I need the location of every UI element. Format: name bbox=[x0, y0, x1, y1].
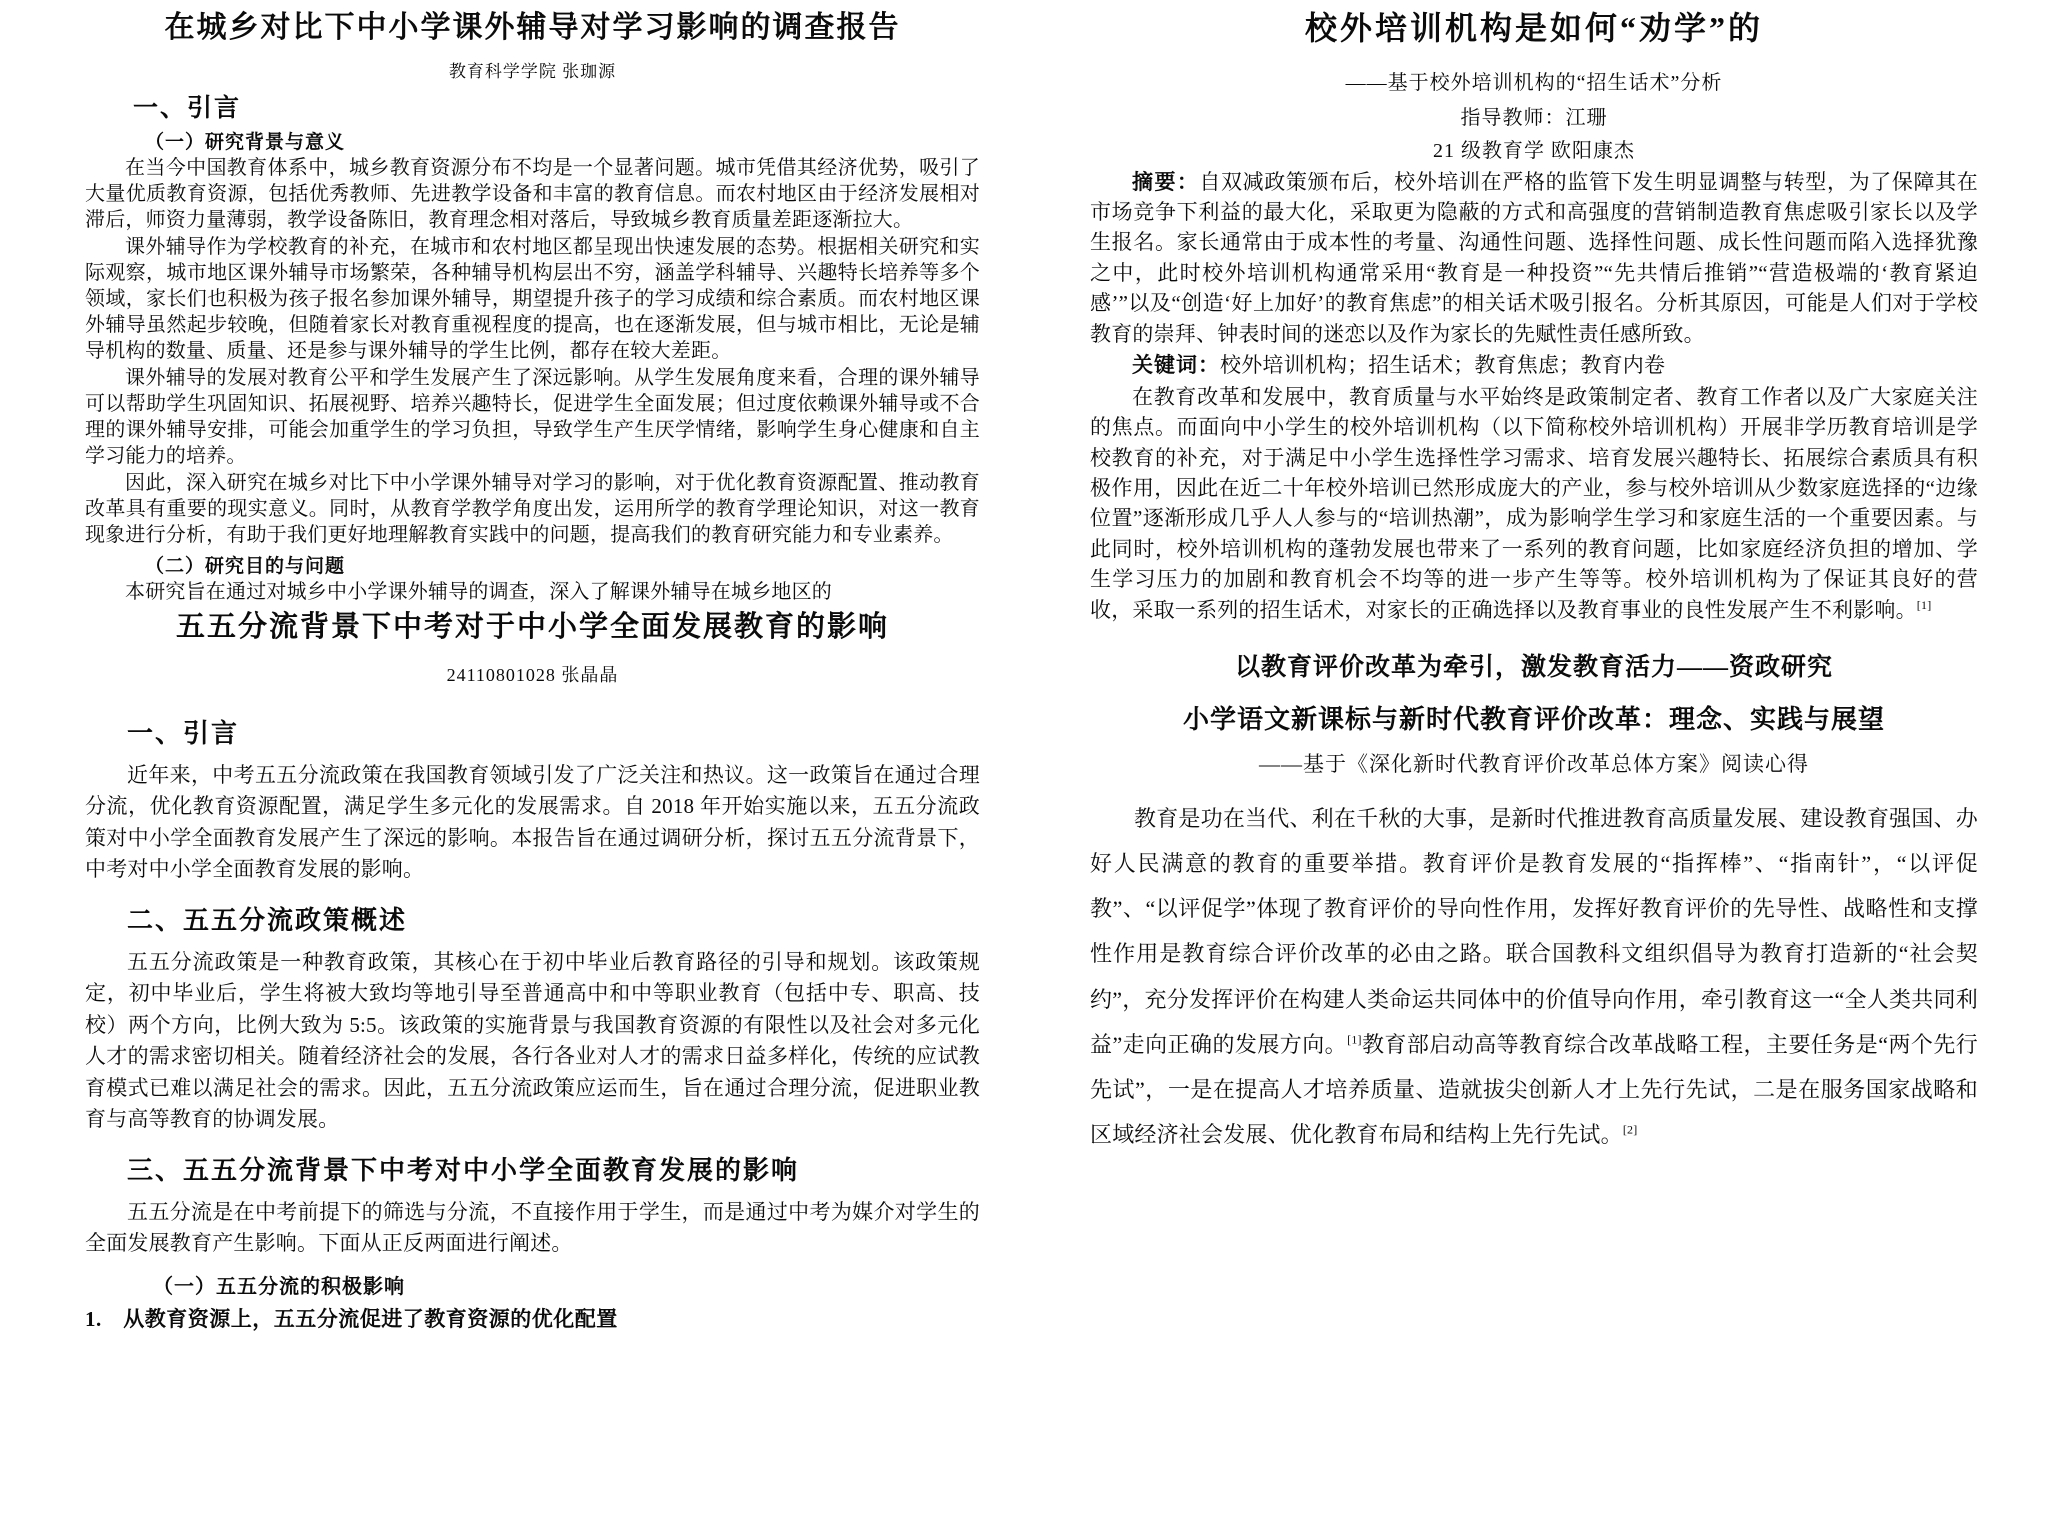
right-column bbox=[1020, 0, 2048, 1536]
doc2-paragraph-2: 五五分流政策是一种教育政策，其核心在于初中毕业后教育路径的引导和规划。该政策规定，初中毕业后，学生将被大致均等地引导至普通高中和中等职业教育（包括中专、职高、技校）两个方向，比例大致为 5:5。该政策的实施背景与我国教育资源的有限性以及社会对多元化人才的需求密切相关。随着经济社会的发展，各行各业对人才的需求日益多样化，传统的应试教育模式已难以满足社会的需求。因此，五五分流政策应运而生，旨在通过合理分流，促进职业教育与高等教育的协调发展。 bbox=[85, 949, 980, 1132]
doc3-author: 21 级教育学 欧阳康杰 bbox=[1433, 139, 1635, 162]
doc1-title: 在城乡对比下中小学课外辅导对学习影响的调查报告 bbox=[164, 11, 901, 44]
doc3-keywords bbox=[1090, 350, 1978, 380]
doc4-reference-2: [2] bbox=[1622, 1122, 1638, 1137]
doc4-paragraph-1-part1: 教育是功在当代、利在千秋的大事，是新时代推进教育高质量发展、建设教育强国、办好人民满意的教育的重要举措。教育评价是教育发展的“指挥棒”、“指南针”，“以评促教”、“以评促学”体现了教育评价的导向性作用，发挥好教育评价的先导性、战略性和支撑性作用是教育综合评价改革的必由之路。联合国教科文组织倡导为教育打造新的“社会契约”，充分发挥评价在构建人类命运共同体中的价值导向作用，牵引教育这一“全人类共同利益”走向正确的发展方向。 bbox=[1090, 806, 1978, 1057]
doc1-paragraph-1: 在当今中国教育体系中，城乡教育资源分布不均是一个显著问题。城市凭借其经济优势，吸引了大量优质教育资源，包括优秀教师、先进教学设备和丰富的教育信息。而农村地区由于经济发展相对滞后，师资力量薄弱，教学设备陈旧，教育理念相对落后，导致城乡教育质量差距逐渐拉大。 bbox=[85, 157, 980, 231]
doc2-heading-3: 三、五五分流背景下中考对中小学全面教育发展的影响 bbox=[127, 1155, 800, 1185]
doc4-heading-a: 以教育评价改革为牵引，激发教育活力——资政研究 bbox=[1234, 654, 1833, 682]
doc4-paragraph-1-part2: 教育部启动高等教育综合改革战略工程，主要任务是“两个先行先试”，一是在提高人才培养质量、造就拔尖创新人才上先行先试，二是在服务国家战略和区域经济社会发展、优化教育布局和结构上先行先试。 bbox=[1090, 1031, 1978, 1147]
doc3-keywords-text: 校外培训机构；招生话术；教育焦虑；教育内卷 bbox=[1220, 353, 1666, 378]
left-column bbox=[0, 0, 1020, 1536]
doc2-byline: 24110801028 张晶晶 bbox=[446, 664, 619, 685]
document-3 bbox=[1090, 8, 1978, 625]
doc1-paragraph-5: 本研究旨在通过对城乡中小学课外辅导的调查，深入了解课外辅导在城乡地区的 bbox=[125, 581, 832, 603]
doc2-numbered-item-1: 1. 从教育资源上，五五分流促进了教育资源的优化配置 bbox=[85, 1306, 618, 1331]
doc1-paragraph-4: 因此，深入研究在城乡对比下中小学课外辅导对学习的影响，对于优化教育资源配置、推动教育改革具有重要的现实意义。同时，从教育学教学角度出发，运用所学的教育学理论知识，对这一教育现象进行分析，有助于我们更好地理解教育实践中的问题，提高我们的教育研究能力和专业素养。 bbox=[85, 472, 980, 546]
doc3-keywords-label: 关键词： bbox=[1132, 353, 1220, 378]
doc2-paragraph-1: 近年来，中考五五分流政策在我国教育领域引发了广泛关注和热议。这一政策旨在通过合理分流，优化教育资源配置，满足学生多元化的发展需求。自 2018 年开始实施以来，五五分流政策对中小学全面教育发展产生了深远的影响。本报告旨在通过调研分析，探讨五五分流背景下，中考对中小学全面教育发展的影响。 bbox=[85, 762, 980, 882]
doc1-paragraph-3: 课外辅导的发展对教育公平和学生发展产生了深远影响。从学生发展角度来看，合理的课外辅导可以帮助学生巩固知识、拓展视野、培养兴趣特长，促进学生全面发展；但过度依赖课外辅导或不合理的课外辅导安排，可能会加重学生的学习负担，导致学生产生厌学情绪，影响学生身心健康和自主学习能力的培养。 bbox=[85, 367, 980, 467]
doc4-reference-1: [1] bbox=[1347, 1032, 1362, 1047]
doc1-byline: 教育科学学院 张珈源 bbox=[448, 62, 617, 81]
doc3-abstract bbox=[1090, 167, 1978, 350]
doc2-heading-3-1: （一）五五分流的积极影响 bbox=[153, 1275, 405, 1298]
doc4-paragraph-1 bbox=[1090, 796, 1978, 1157]
doc2-heading-2: 二、五五分流政策概述 bbox=[127, 905, 408, 935]
doc2-paragraph-3: 五五分流是在中考前提下的筛选与分流，不直接作用于学生，而是通过中考为媒介对学生的全面发展教育产生影响。下面从正反两面进行阐述。 bbox=[85, 1199, 980, 1256]
doc1-heading-1-1: （一）研究背景与意义 bbox=[145, 132, 346, 153]
doc4-heading-b: 小学语文新课标与新时代教育评价改革：理念、实践与展望 bbox=[1182, 705, 1885, 735]
doc1-heading-1-2: （二）研究目的与问题 bbox=[145, 556, 346, 577]
doc3-advisor: 指导教师：江珊 bbox=[1460, 106, 1608, 129]
doc3-abstract-label: 摘要： bbox=[1132, 169, 1200, 194]
doc1-heading-1: 一、引言 bbox=[133, 95, 242, 122]
doc4-heading-c: ——基于《深化新时代教育评价改革总体方案》阅读心得 bbox=[1259, 752, 1809, 777]
document-1 bbox=[85, 8, 980, 605]
doc3-subtitle: ——基于校外培训机构的“招生话术”分析 bbox=[1345, 71, 1723, 94]
doc2-title: 五五分流背景下中考对于中小学全面发展教育的影响 bbox=[175, 611, 889, 643]
doc3-abstract-text: 自双减政策颁布后，校外培训在严格的监管下发生明显调整与转型，为了保障其在市场竞争下利益的最大化，采取更为隐蔽的方式和高强度的营销制造教育焦虑吸引家长以及学生报名。家长通常由于成本性的考量、沟通性问题、选择性问题、成长性问题而陷入选择犹豫之中，此时校外培训机构通常采用“教育是一种投资”“先共情后推销”“营造极端的‘教育紧迫感’”以及“创造‘好上加好’的教育焦虑”的相关话术吸引报名。分析其原因，可能是人们对于学校教育的崇拜、钟表时间的迷恋以及作为家长的先赋性责任感所致。 bbox=[1090, 169, 1978, 346]
doc3-paragraph-1-text: 在教育改革和发展中，教育质量与水平始终是政策制定者、教育工作者以及广大家庭关注的焦点。而面向中小学生的校外培训机构（以下简称校外培训机构）开展非学历教育培训是学校教育的补充，对于满足中小学生选择性学习需求、培育发展兴趣特长、拓展综合素质具有积极作用，因此在近二十年校外培训已然形成庞大的产业，参与校外培训从少数家庭选择的“边缘位置”逐渐形成几乎人人参与的“培训热潮”，成为影响学生学习和家庭生活的一个重要因素。与此同时，校外培训机构的蓬勃发展也带来了一系列的教育问题，比如家庭经济负担的增加、学生学习压力的加剧和教育机会不均等的进一步产生等等。校外培训机构为了保证其良好的营收，采取一系列的招生话术，对家长的正确选择以及教育事业的良性发展产生不利影响。 bbox=[1090, 384, 1978, 622]
document-4 bbox=[1090, 647, 1978, 1157]
doc3-title: 校外培训机构是如何“劝学”的 bbox=[1304, 10, 1763, 46]
doc3-paragraph-1 bbox=[1090, 382, 1978, 626]
doc2-heading-1: 一、引言 bbox=[127, 718, 240, 748]
document-2 bbox=[85, 609, 980, 1333]
doc1-paragraph-2: 课外辅导作为学校教育的补充，在城市和农村地区都呈现出快速发展的态势。根据相关研究和实际观察，城市地区课外辅导市场繁荣，各种辅导机构层出不穷，涵盖学科辅导、兴趣特长培养等多个领域，家长们也积极为孩子报名参加课外辅导，期望提升孩子的学习成绩和综合素质。而农村地区课外辅导虽然起步较晚，但随着家长对教育重视程度的提高，也在逐渐发展，但与城市相比，无论是辅导机构的数量、质量、还是参与课外辅导的学生比例，都存在较大差距。 bbox=[85, 236, 980, 362]
doc3-reference-1: [1] bbox=[1916, 597, 1932, 612]
